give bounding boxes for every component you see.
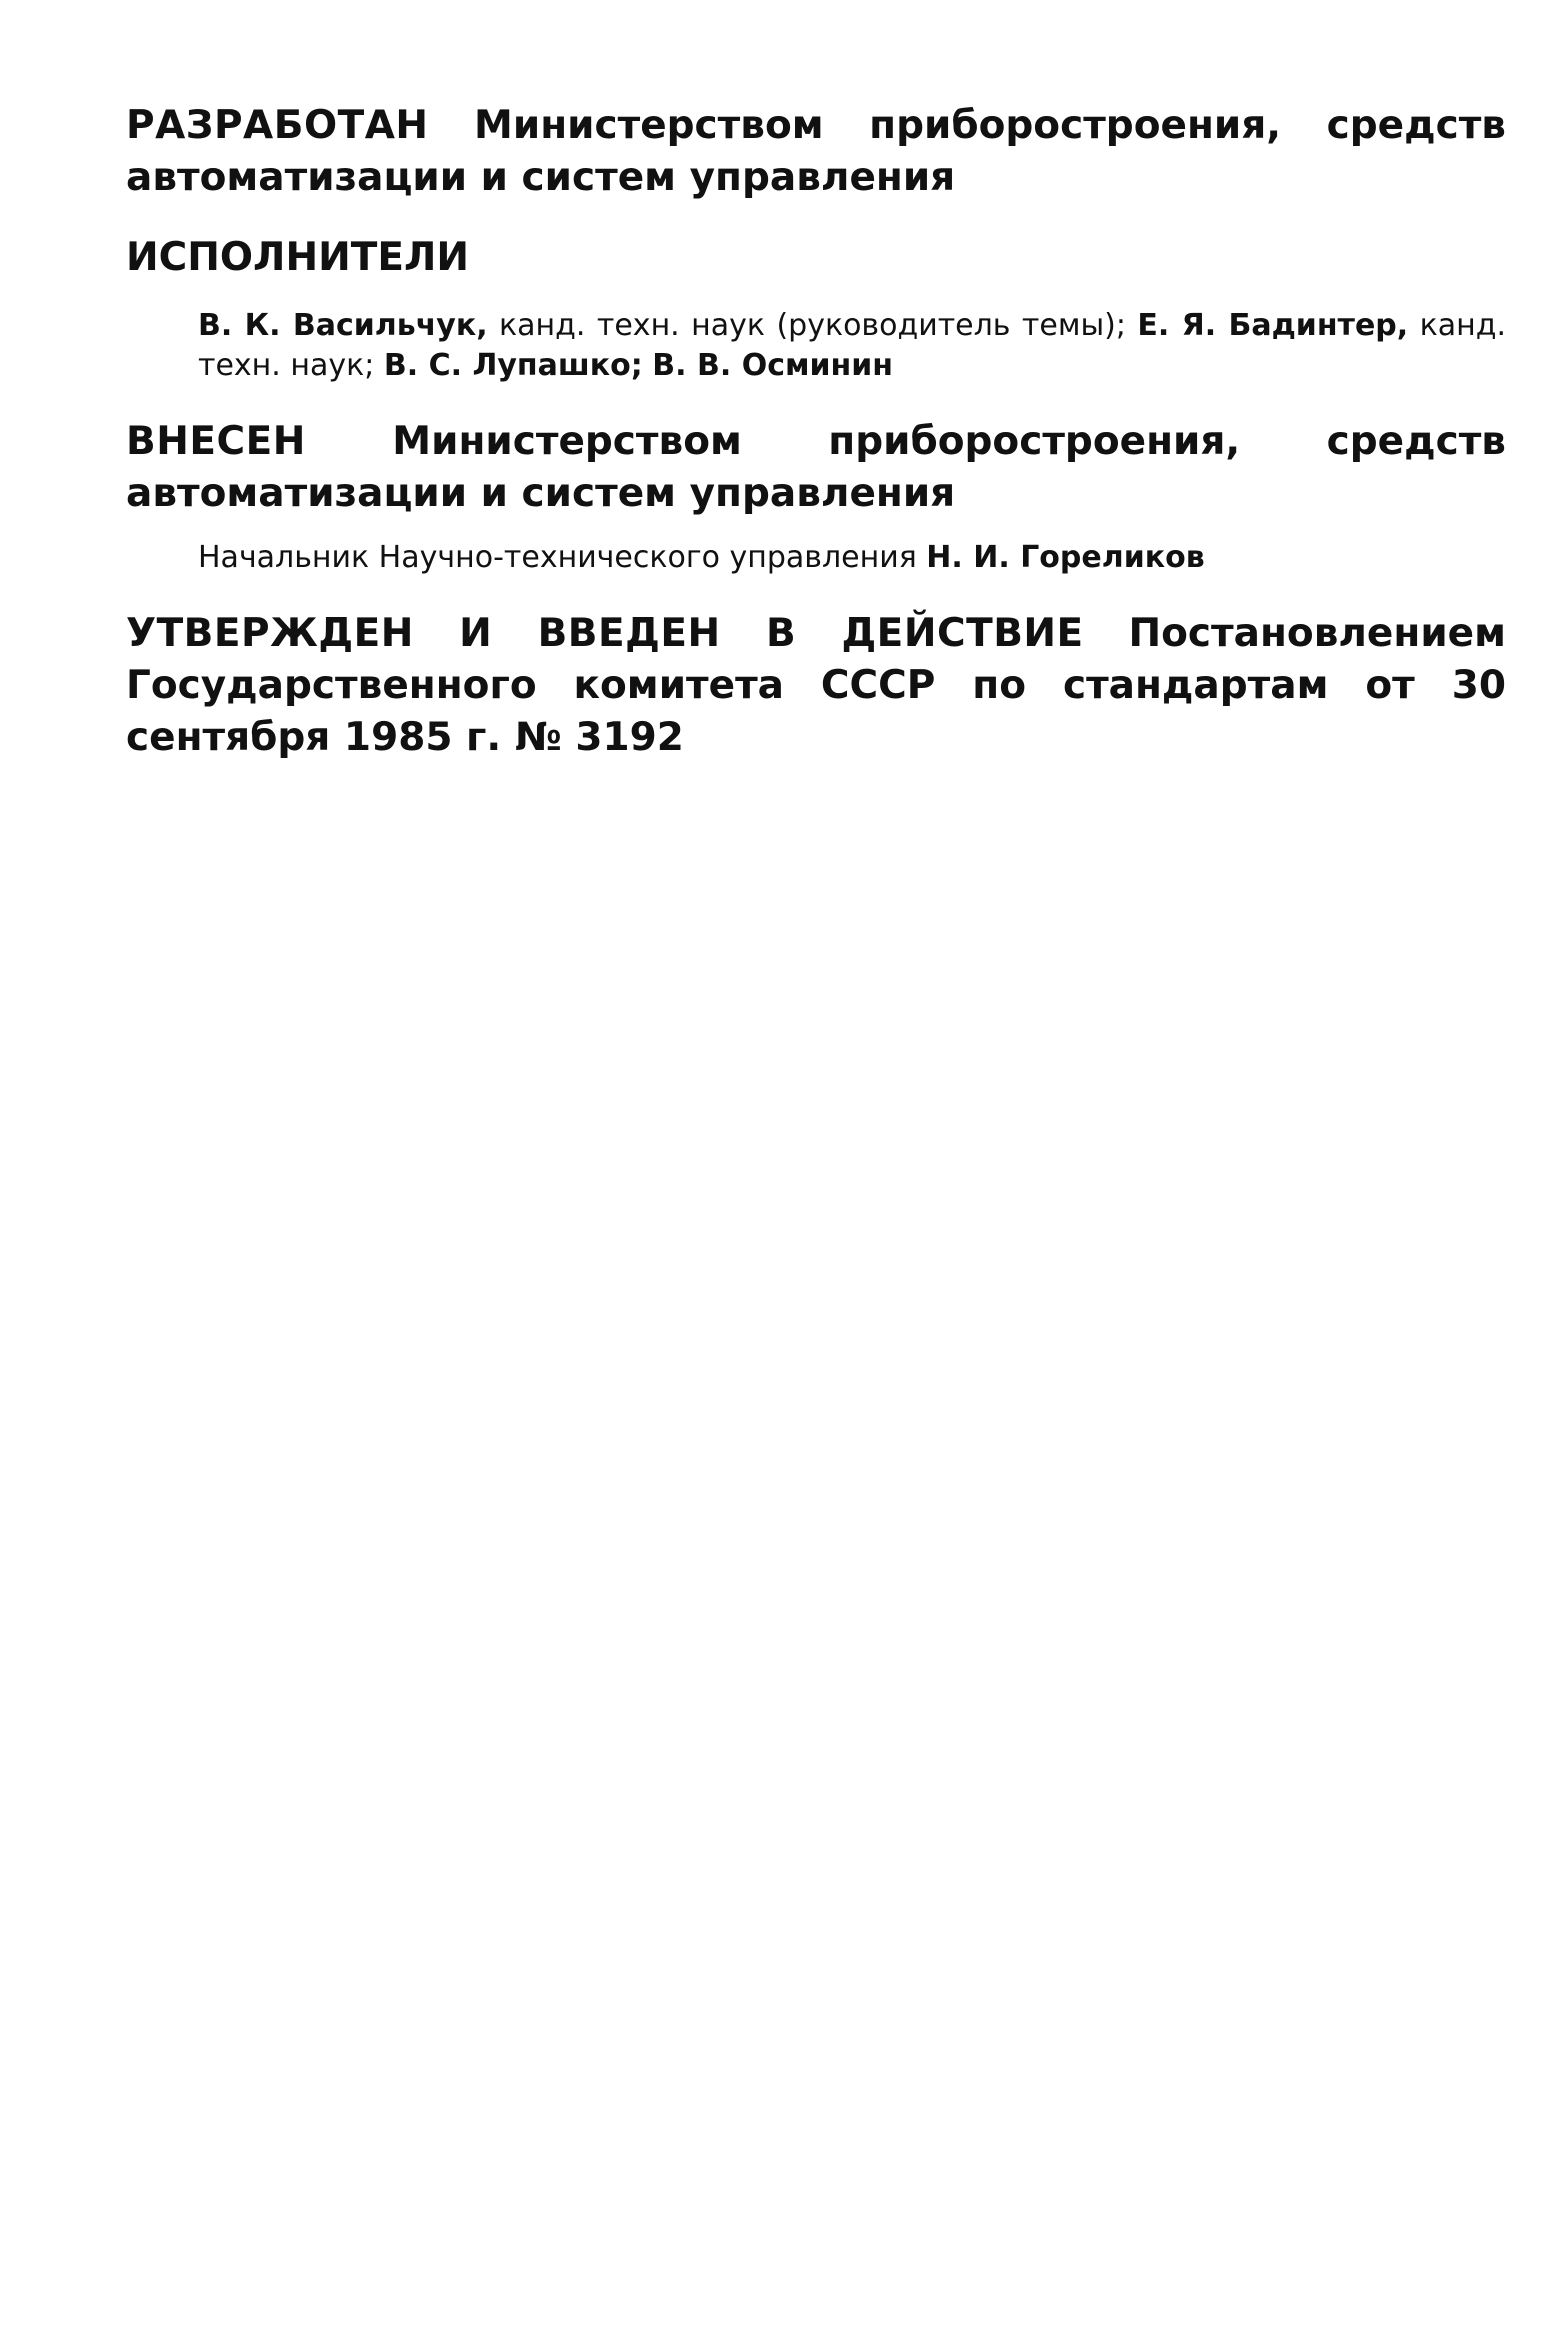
executor-name-2: Е. Я. Бадинтер, xyxy=(1137,308,1409,343)
executor-separator xyxy=(643,348,653,383)
executor-name-3: В. С. Лупашко; xyxy=(383,348,643,383)
executor-name-1: В. К. Васильчук, xyxy=(198,308,488,343)
executor-role-1: канд. техн. наук (руководитель темы); xyxy=(487,308,1138,343)
chief-name: Н. И. Гореликов xyxy=(926,540,1205,575)
chief-text: Начальник Научно-технического управления xyxy=(198,540,927,575)
introduced-text: Министерством приборостроения, средств автоматизации и систем управления xyxy=(126,419,1506,516)
approved-lead: УТВЕРЖДЕН И ВВЕДЕН В ДЕЙСТВИЕ xyxy=(126,611,1084,656)
developed-text: Министерством приборостроения, средств автоматизации и систем управления xyxy=(126,103,1506,200)
introduced-lead: ВНЕСЕН xyxy=(126,419,306,464)
developed-paragraph xyxy=(126,100,1506,204)
executor-role-2: канд. техн. наук; xyxy=(198,308,1506,383)
introduced-paragraph xyxy=(126,416,1506,520)
developed-lead: РАЗРАБОТАН xyxy=(126,103,429,148)
approved-paragraph xyxy=(126,608,1506,764)
chief-line xyxy=(198,538,1506,578)
executor-name-4: В. В. Осминин xyxy=(652,348,893,383)
executors-list xyxy=(198,306,1506,386)
document-page xyxy=(126,100,1506,782)
executors-title: ИСПОЛНИТЕЛИ xyxy=(126,235,470,280)
approved-text: Постановлением Государственного комитета СССР по стандартам от 30 сентября 1985 г. № 3192 xyxy=(126,611,1506,760)
